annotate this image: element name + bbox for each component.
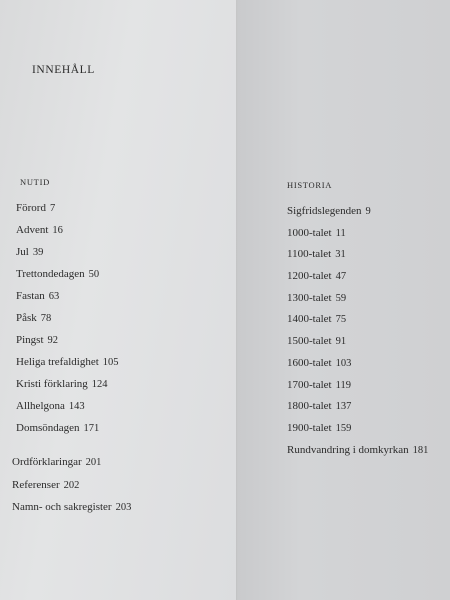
- toc-entry-page: 91: [335, 336, 347, 348]
- toc-entry-page: 47: [335, 271, 347, 283]
- toc-entry-title: Fastan: [16, 290, 45, 302]
- appendix-list: [12, 451, 131, 519]
- toc-entry-page: 202: [63, 479, 80, 491]
- toc-entry-page: 63: [48, 291, 60, 302]
- toc-entry-page: 103: [335, 357, 352, 369]
- toc-entry-title: 1900-talet: [287, 421, 332, 434]
- toc-entry: [16, 329, 119, 351]
- toc-entry-title: 1700-talet: [287, 378, 332, 391]
- toc-entry-title: Trettondedagen: [16, 268, 85, 280]
- toc-entry-page: 78: [40, 313, 52, 324]
- toc-entry-title: Domsöndagen: [16, 422, 80, 434]
- toc-entry-page: 137: [335, 401, 352, 413]
- toc-entry-page: 181: [412, 444, 429, 456]
- toc-entry-title: Heliga trefaldighet: [16, 356, 99, 368]
- page-title: INNEHÅLL: [32, 64, 95, 76]
- toc-entry: [16, 219, 119, 241]
- toc-entry: [287, 288, 428, 310]
- toc-entry-title: Namn- och sakregister: [12, 501, 112, 513]
- toc-entry-page: 9: [365, 206, 371, 217]
- toc-entry-title: 1200-talet: [287, 270, 332, 283]
- section-heading-historia: HISTORIA: [287, 180, 333, 190]
- toc-entry: [287, 353, 428, 375]
- toc-entry-page: 171: [83, 423, 100, 434]
- toc-entry-title: Kristi förklaring: [16, 378, 88, 390]
- toc-entry-page: 50: [88, 269, 100, 280]
- toc-entry-title: 1800-talet: [287, 400, 332, 413]
- toc-entry-page: 75: [335, 314, 347, 326]
- toc-entry: [12, 474, 131, 497]
- toc-entry: [16, 197, 119, 219]
- toc-entry: [287, 266, 428, 288]
- toc-entry: [287, 309, 428, 331]
- toc-entry: [16, 285, 119, 307]
- toc-entry-title: 1100-talet: [287, 248, 332, 261]
- toc-entry-title: Påsk: [16, 312, 37, 324]
- toc-entry-page: 119: [335, 379, 351, 391]
- toc-entry: [16, 307, 119, 329]
- toc-entry-page: 39: [32, 247, 44, 258]
- toc-entry-title: Förord: [16, 202, 46, 214]
- toc-entry-title: 1400-talet: [287, 313, 332, 326]
- toc-entry-title: Referenser: [12, 478, 60, 491]
- toc-entry-title: 1500-talet: [287, 335, 332, 348]
- toc-entry: [16, 373, 119, 395]
- toc-entry: [16, 263, 119, 285]
- toc-entry-page: 105: [102, 357, 119, 368]
- toc-entry-page: 16: [52, 225, 63, 236]
- toc-entry-page: 11: [335, 227, 346, 239]
- toc-entry: [16, 351, 119, 373]
- toc-entry-title: 1600-talet: [287, 356, 332, 369]
- toc-entry: [287, 201, 428, 223]
- toc-entry-title: Allhelgona: [16, 400, 65, 412]
- toc-entry-title: Ordförklaringar: [12, 456, 82, 468]
- toc-entry-page: 7: [49, 203, 56, 214]
- toc-entry: [287, 396, 428, 418]
- toc-entry-page: 92: [47, 335, 59, 346]
- toc-entry: [16, 417, 119, 439]
- toc-entry: [287, 418, 428, 440]
- toc-entry-title: Jul: [16, 246, 29, 258]
- toc-entry-page: 124: [91, 379, 108, 390]
- toc-entry: [287, 331, 428, 353]
- toc-entry-page: 159: [335, 422, 352, 434]
- historia-list: [287, 201, 428, 461]
- toc-entry-page: 203: [115, 502, 132, 513]
- toc-entry-title: Rundvandring i domkyrkan: [287, 443, 409, 456]
- toc-entry: [287, 244, 428, 266]
- toc-entry-page: 143: [68, 401, 85, 412]
- toc-entry-title: Pingst: [16, 334, 44, 346]
- toc-entry-title: Sigfridslegenden: [287, 205, 362, 217]
- book-gutter: [236, 0, 238, 600]
- section-heading-nutid: NUTID: [20, 177, 50, 187]
- toc-entry: [12, 451, 131, 474]
- toc-entry: [287, 375, 428, 397]
- toc-entry: [16, 241, 119, 263]
- toc-entry-title: Advent: [16, 224, 49, 236]
- toc-entry: [16, 395, 119, 417]
- toc-entry-page: 201: [85, 457, 102, 468]
- toc-entry-title: 1300-talet: [287, 291, 332, 304]
- toc-entry-page: 59: [335, 292, 347, 304]
- toc-entry-title: 1000-talet: [287, 226, 332, 239]
- toc-entry: [12, 496, 131, 519]
- nutid-list: [16, 197, 119, 439]
- toc-entry-page: 31: [335, 249, 346, 261]
- toc-entry: [287, 440, 428, 462]
- toc-entry: [287, 223, 428, 245]
